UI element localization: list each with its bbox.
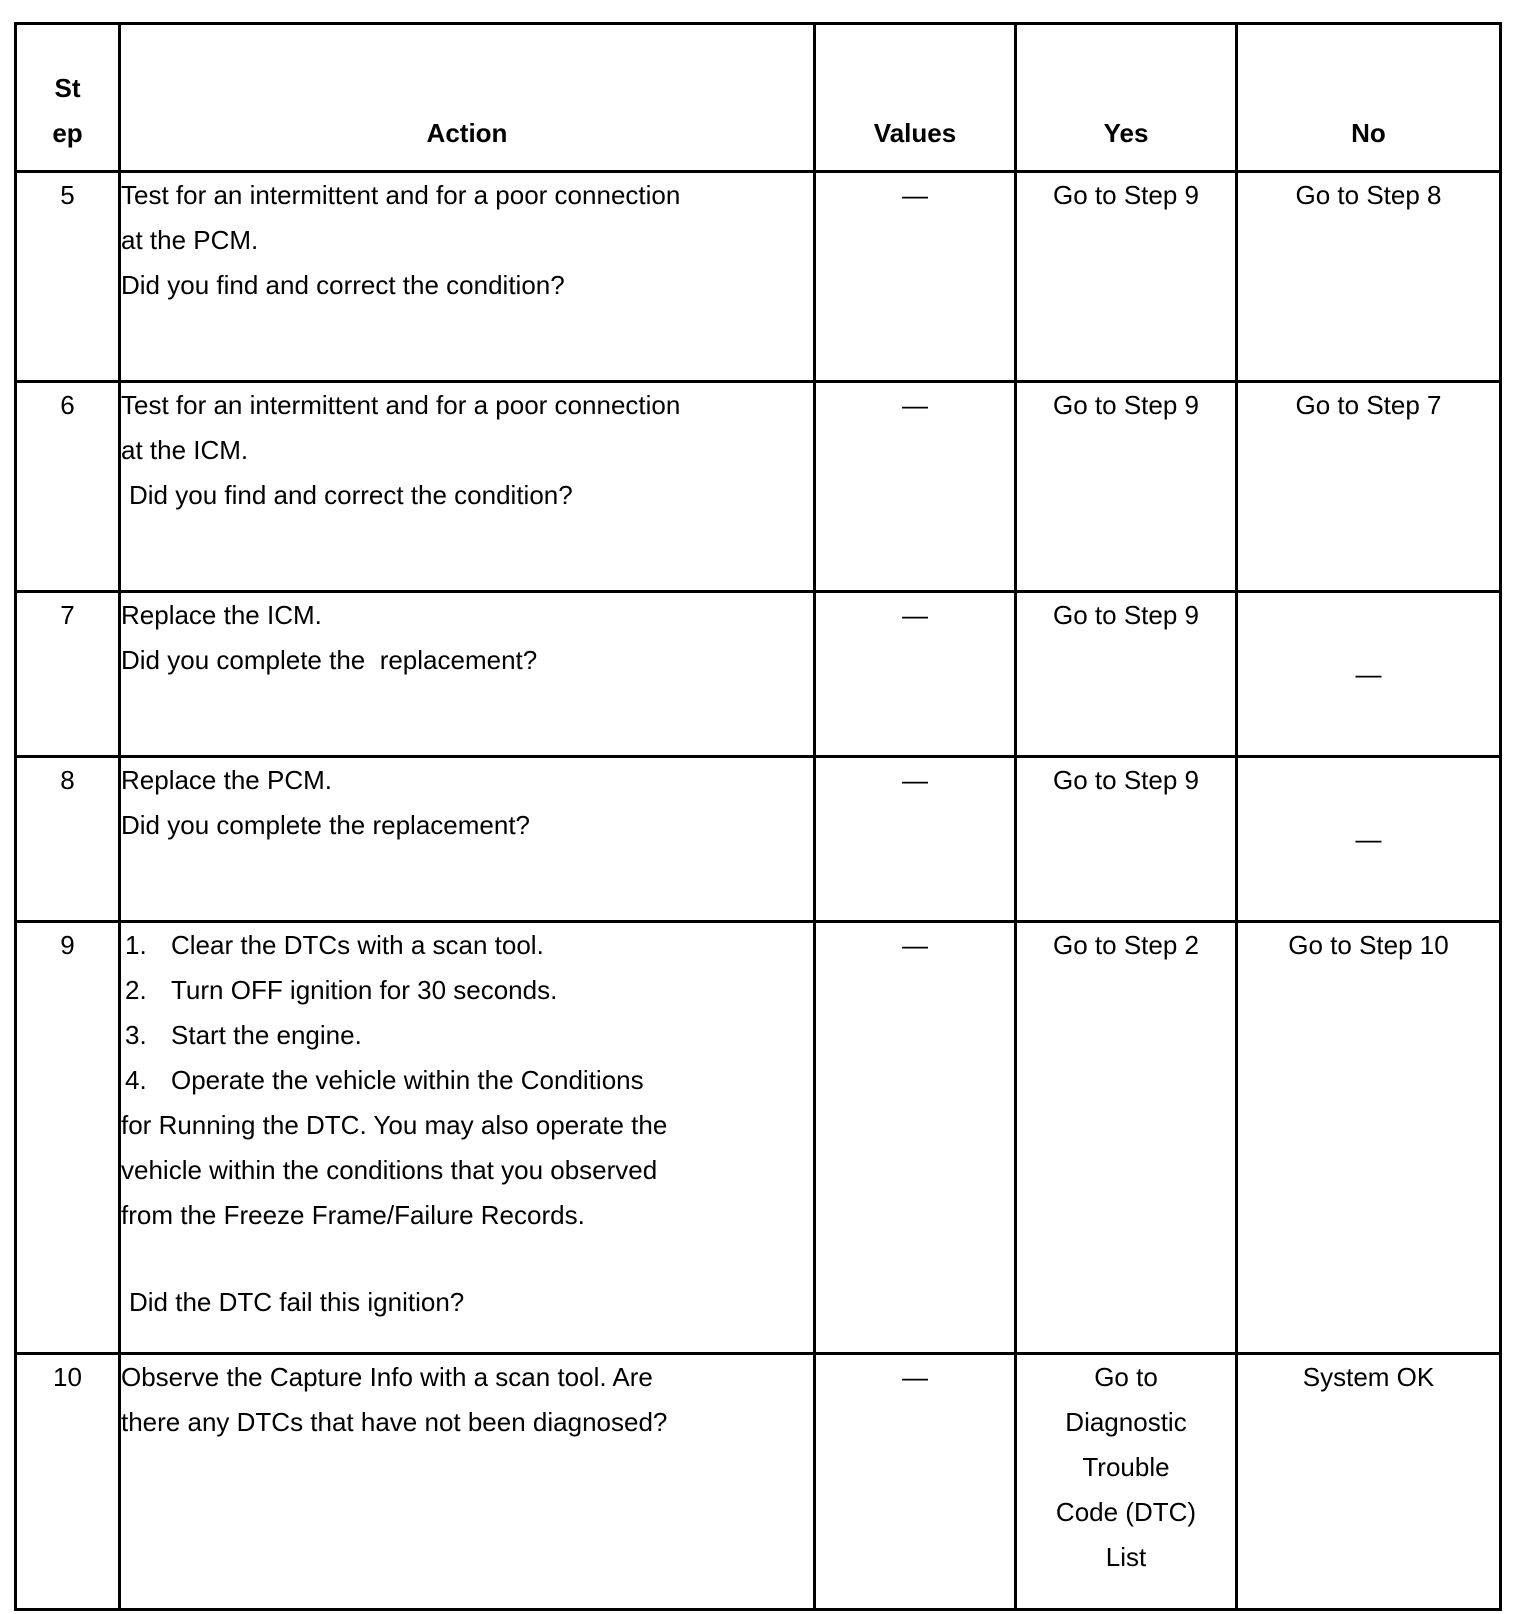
- header-values: Values: [815, 24, 1016, 172]
- values-cell: —: [815, 592, 1016, 757]
- step-number: 8: [16, 757, 120, 922]
- step-number: 9: [16, 922, 120, 1354]
- no-cell: —: [1237, 592, 1501, 757]
- action-question: Did the DTC fail this ignition?: [129, 1287, 465, 1317]
- yes-cell: Go to Step 2: [1016, 922, 1237, 1354]
- no-cell: —: [1237, 757, 1501, 922]
- header-no: No: [1237, 24, 1501, 172]
- yes-cell: Go to Step 9: [1016, 757, 1237, 922]
- table-row: [16, 757, 1501, 922]
- yes-cell: Go to Diagnostic Trouble Code (DTC) List: [1016, 1354, 1237, 1610]
- table-row: [16, 1354, 1501, 1610]
- action-cell: Observe the Capture Info with a scan tool. Are there any DTCs that have not been diagnosed?: [120, 1354, 815, 1610]
- list-item: 2. Turn OFF ignition for 30 seconds.: [125, 975, 558, 1005]
- step-number: 10: [16, 1354, 120, 1610]
- values-cell: —: [815, 382, 1016, 592]
- table-row: [16, 172, 1501, 382]
- action-cell: Replace the PCM. Did you complete the replacement?: [120, 757, 815, 922]
- values-cell: —: [815, 1354, 1016, 1610]
- header-row: [16, 24, 1501, 172]
- list-item: 4. Operate the vehicle within the Conditions: [125, 1065, 644, 1095]
- table-row: [16, 382, 1501, 592]
- table-row: [16, 922, 1501, 1354]
- action-cell: Test for an intermittent and for a poor connection at the PCM. Did you find and correct the condition?: [120, 172, 815, 382]
- no-cell: System OK: [1237, 1354, 1501, 1610]
- no-cell: Go to Step 10: [1237, 922, 1501, 1354]
- diagnostic-table: [14, 22, 1502, 1611]
- values-cell: —: [815, 922, 1016, 1354]
- no-cell: Go to Step 8: [1237, 172, 1501, 382]
- header-step: St ep: [16, 24, 120, 172]
- action-cell: Replace the ICM. Did you complete the replacement?: [120, 592, 815, 757]
- list-item: 1. Clear the DTCs with a scan tool.: [125, 930, 544, 960]
- step-number: 6: [16, 382, 120, 592]
- values-cell: —: [815, 757, 1016, 922]
- action-cell: Test for an intermittent and for a poor connection at the ICM. Did you find and correct the condition?: [120, 382, 815, 592]
- yes-cell: Go to Step 9: [1016, 382, 1237, 592]
- values-cell: —: [815, 172, 1016, 382]
- step-number: 5: [16, 172, 120, 382]
- header-action: Action: [120, 24, 815, 172]
- header-yes: Yes: [1016, 24, 1237, 172]
- step-number: 7: [16, 592, 120, 757]
- table-row: [16, 592, 1501, 757]
- list-item: 3. Start the engine.: [125, 1020, 362, 1050]
- action-cell: 1. Clear the DTCs with a scan tool. 2. Turn OFF ignition for 30 seconds. 3. Start the engine. 4. Operate the vehicle within the Conditions for Running the DTC. You may also operate the vehicle within the conditions that you observed from the Freeze Frame/Failure Records. Did the DTC fail this ignition?: [120, 922, 815, 1354]
- yes-cell: Go to Step 9: [1016, 172, 1237, 382]
- yes-cell: Go to Step 9: [1016, 592, 1237, 757]
- no-cell: Go to Step 7: [1237, 382, 1501, 592]
